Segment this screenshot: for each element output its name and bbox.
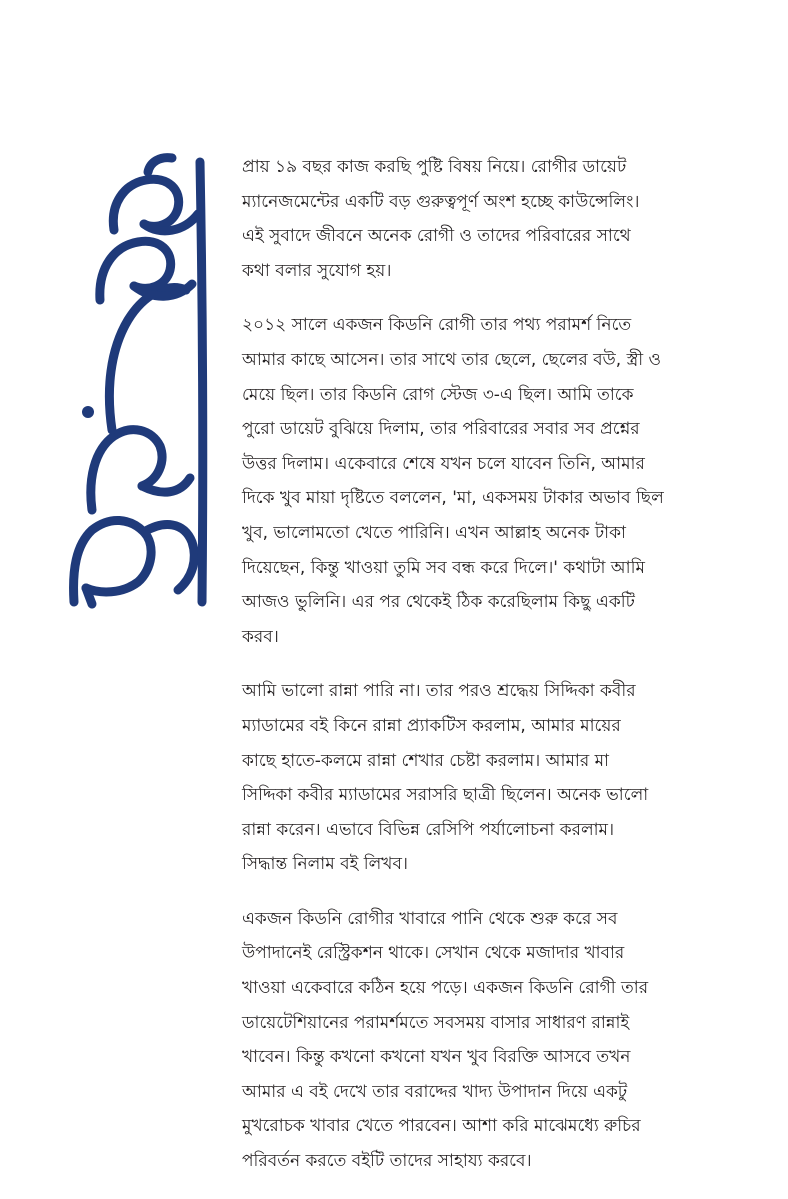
text-line: মুখরোচক খাবার খেতে পারবেন। আশা করি মাঝেমধ্যে রুচির: [242, 1116, 641, 1137]
text-line: সিদ্দিকা কবীর ম্যাডামের সরাসরি ছাত্রী ছিলেন। অনেক ভালো: [242, 785, 649, 806]
text-line: একজন কিডনি রোগীর খাবারে পানি থেকে শুরু করে সব: [242, 908, 618, 929]
text-line: করব।: [242, 626, 279, 647]
text-line: দিকে খুব মায়া দৃষ্টিতে বললেন, 'মা, একসময় টাকার অভাব ছিল: [242, 488, 664, 509]
text-line: ম্যাডামের বই কিনে রান্না প্র্যাকটিস করলাম, আমার মায়ের: [242, 715, 621, 736]
text-line: আমার কাছে আসেন। তার সাথে তার ছেলে, ছেলের বউ, স্ত্রী ও: [242, 349, 662, 370]
title-calligraphy-art: [52, 150, 222, 610]
text-line: সিদ্ধান্ত নিলাম বই লিখব।: [242, 854, 409, 875]
text-line: ২০১২ সালে একজন কিডনি রোগী তার পথ্য পরামর্শ নিতে: [242, 315, 632, 336]
text-line: ডায়েটেশিয়ানের পরামর্শমতে সবসময় বাসার সাধারণ রান্নাই: [242, 1012, 630, 1033]
text-line: উত্তর দিলাম। একেবারে শেষে যখন চলে যাবেন তিনি, আমার: [242, 453, 645, 474]
text-line: খাবেন। কিন্তু কখনো কখনো যখন খুব বিরক্তি আসবে তখন: [242, 1047, 631, 1068]
text-line: আমি ভালো রান্না পারি না। তার পরও শ্রদ্ধেয় সিদ্দিকা কবীর: [242, 681, 636, 702]
paragraph-2: [242, 308, 742, 654]
title-calligraphy: [52, 150, 222, 610]
text-line: প্রায় ১৯ বছর কাজ করছি পুষ্টি বিষয় নিয়ে। রোগীর ডায়েট: [242, 157, 627, 177]
text-line: উপাদানেই রেস্ট্রিকশন থাকে। সেখান থেকে মজাদার খাবার: [242, 943, 625, 964]
text-line: আমার এ বই দেখে তার বরাদ্দের খাদ্য উপাদান দিয়ে একটু: [242, 1081, 628, 1102]
text-line: দিয়েছেন, কিন্তু খাওয়া তুমি সব বন্ধ করে দিলে।' কথাটা আমি: [242, 557, 645, 578]
text-line: রান্না করেন। এভাবে বিভিন্ন রেসিপি পর্যালোচনা করলাম।: [242, 819, 615, 840]
paragraph-3: [242, 674, 742, 882]
text-line: পরিবর্তন করতে বইটি তাদের সাহায্য করবে।: [242, 1151, 532, 1172]
text-line: এই সুবাদে জীবনে অনেক রোগী ও তাদের পরিবারের সাথে: [242, 226, 631, 247]
text-line: কথা বলার সুযোগ হয়।: [242, 260, 392, 281]
text-line: ম্যানেজমেন্টের একটি বড় গুরুত্বপূর্ণ অংশ হচ্ছে কাউন্সেলিং।: [242, 191, 640, 212]
text-line: আজও ভুলিনি। এর পর থেকেই ঠিক করেছিলাম কিছু একটি: [242, 592, 635, 613]
text-line: কাছে হাতে-কলমে রান্না শেখার চেষ্টা করলাম। আমার মা: [242, 750, 609, 771]
text-line: খুব, ভালোমতো খেতে পারিনি। এখন আল্লাহ অনেক টাকা: [242, 522, 626, 543]
text-line: পুরো ডায়েট বুঝিয়ে দিলাম, তার পরিবারের সবার সব প্রশ্নের: [242, 419, 640, 440]
paragraph-1: [242, 150, 742, 288]
paragraph-4: [242, 902, 742, 1179]
text-line: মেয়ে ছিল। তার কিডনি রোগ স্টেজ ৩-এ ছিল। আমি তাকে: [242, 384, 634, 405]
preface-body: [242, 150, 742, 1199]
text-line: খাওয়া একেবারে কঠিন হয়ে পড়ে। একজন কিডনি রোগী তার: [242, 978, 649, 999]
